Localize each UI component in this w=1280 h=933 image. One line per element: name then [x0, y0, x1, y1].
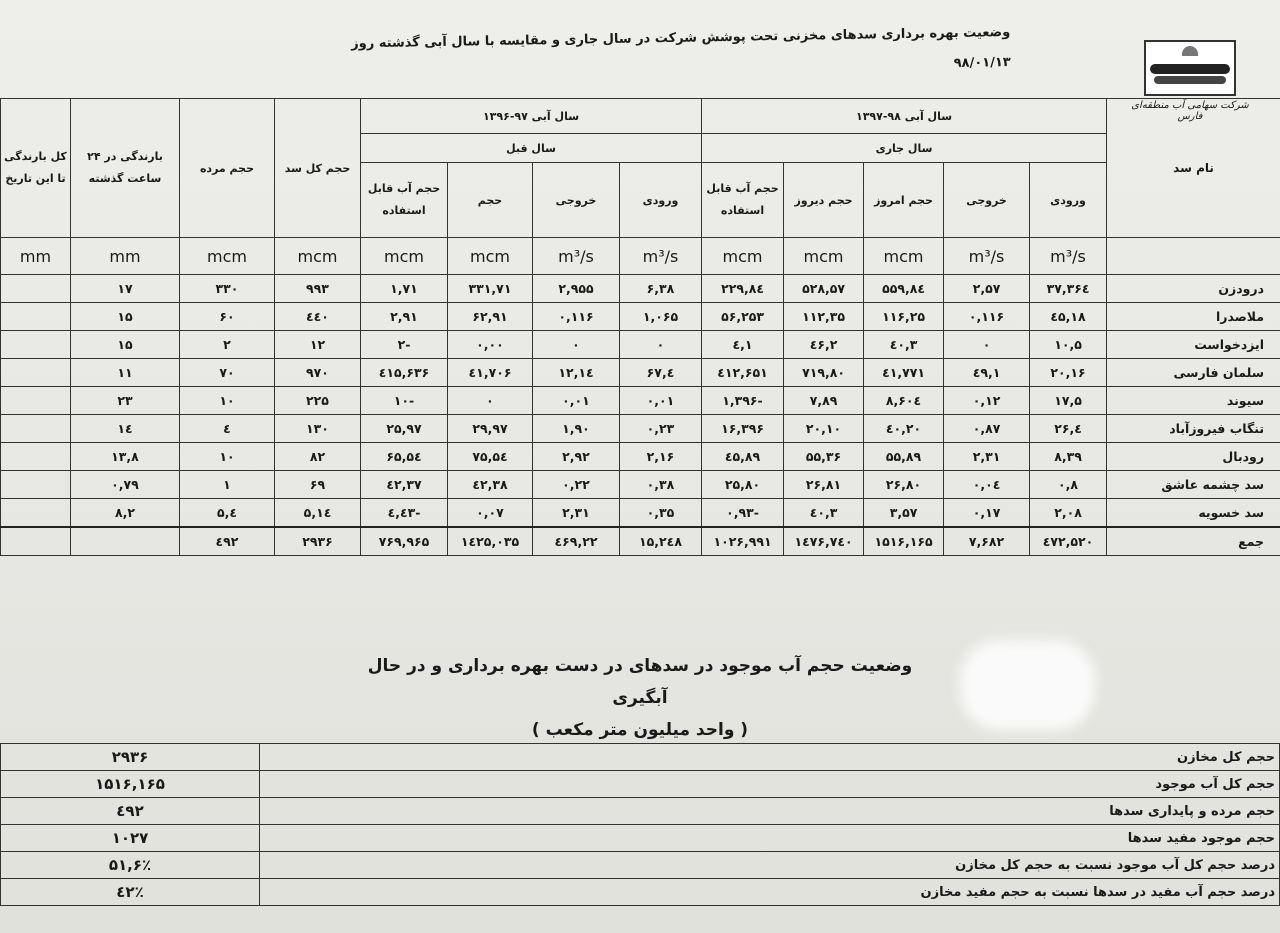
table-cell: ۱۵,۲٤۸ — [620, 527, 702, 556]
table-cell: ۲۰,٤۰ — [864, 415, 944, 443]
table-cell: ۶۵۱,٤۱۲ — [702, 359, 784, 387]
table-cell: ٤,۵ — [180, 499, 275, 528]
col-rain-24h: بارندگی در ۲۴ ساعت گذشته — [71, 99, 180, 238]
table-cell: ۱,۷۱ — [361, 275, 448, 303]
table-cell: ۲۹۳۶ — [275, 527, 361, 556]
table-cell — [1, 471, 71, 499]
unit-label: mcm — [864, 238, 944, 275]
dam-status-table — [0, 98, 1280, 556]
volume-summary-unit: ( واحد میلیون متر مکعب ) — [531, 720, 749, 740]
table-cell: ۳,۵۷ — [864, 499, 944, 528]
table-cell: ۸۲ — [275, 443, 361, 471]
unit-label: mcm — [702, 238, 784, 275]
table-cell: ۱۰ — [180, 443, 275, 471]
table-cell: ۰,۳۵ — [620, 499, 702, 528]
table-cell: ۲۵,۹۷ — [361, 415, 448, 443]
summary-value: ۱۵۱۶,۱۶۵ — [1, 771, 260, 798]
table-cell: ۰,۸ — [1030, 471, 1107, 499]
summary-row — [1, 825, 1280, 852]
table-cell: ۷۱۹,۸۰ — [784, 359, 864, 387]
table-cell: -٤,٤۳ — [361, 499, 448, 528]
table-cell: ۱۵۱۶,۱۶۵ — [864, 527, 944, 556]
summary-label: درصد حجم کل آب موجود نسبت به حجم کل مخازن — [260, 852, 1280, 879]
table-cell: ۱۶,۳۹۶ — [702, 415, 784, 443]
table-cell: ۲۲۹,۸٤ — [702, 275, 784, 303]
table-cell: ۲,۵۷ — [944, 275, 1030, 303]
table-cell: ۲,۳۱ — [944, 443, 1030, 471]
table-cell — [1, 331, 71, 359]
table-cell: ۱٤ — [71, 415, 180, 443]
table-cell: ۱۷,۵ — [1030, 387, 1107, 415]
table-row — [1, 471, 1280, 499]
table-cell: ۶۵,۵٤ — [361, 443, 448, 471]
table-cell: ۷,۶۸۲ — [944, 527, 1030, 556]
table-cell: ۰,۳۸ — [620, 471, 702, 499]
col-prev-usable: حجم آب قابل استفاده — [361, 163, 448, 238]
table-cell: ۰ — [944, 331, 1030, 359]
unit-label: mcm — [784, 238, 864, 275]
table-cell: ٤,۶۷ — [620, 359, 702, 387]
table-cell: ۰,۰٤ — [944, 471, 1030, 499]
table-cell: ۰ — [448, 387, 533, 415]
table-cell: ۱۷ — [71, 275, 180, 303]
table-cell: ۱۱۶,۲۵ — [864, 303, 944, 331]
dam-name-cell: سد خسویه — [1107, 499, 1280, 528]
table-cell: ۹۷۰ — [275, 359, 361, 387]
table-cell: ۲ — [180, 331, 275, 359]
table-cell: ۶۲,۹۱ — [448, 303, 533, 331]
table-row — [1, 359, 1280, 387]
table-cell: ۰,۰۷ — [448, 499, 533, 528]
summary-row — [1, 798, 1280, 825]
logo-icon — [1144, 40, 1236, 96]
table-cell — [71, 527, 180, 556]
table-cell: ۲۶,۸۱ — [784, 471, 864, 499]
table-cell: ۷۶۹,۹۶۵ — [361, 527, 448, 556]
total-label: جمع — [1107, 527, 1280, 556]
table-cell: ۱۵ — [71, 331, 180, 359]
volume-summary-heading — [340, 650, 940, 746]
table-row — [1, 443, 1280, 471]
unit-label: m³/s — [1030, 238, 1107, 275]
table-cell: ۶۰ — [180, 303, 275, 331]
table-cell: ۳۶٤,۳۷ — [1030, 275, 1107, 303]
table-cell: ٤۵,۸۹ — [702, 443, 784, 471]
table-cell: ٤۵,۱۸ — [1030, 303, 1107, 331]
table-cell: ۰,۲۳ — [620, 415, 702, 443]
table-cell: ۳۳۰ — [180, 275, 275, 303]
header-current-sub: سال جاری — [702, 134, 1107, 163]
unit-label: mcm — [180, 238, 275, 275]
table-cell: ۲,۱۶ — [620, 443, 702, 471]
col-volume-today: حجم امروز — [864, 163, 944, 238]
dam-name-cell: رودبال — [1107, 443, 1280, 471]
table-cell: ۱,٤۹ — [944, 359, 1030, 387]
unit-label: m³/s — [533, 238, 620, 275]
col-prev-inflow: ورودی — [620, 163, 702, 238]
col-outflow: خروجی — [944, 163, 1030, 238]
table-cell: ۰,۰۱ — [620, 387, 702, 415]
volume-summary-title: وضعیت حجم آب موجود در سدهای در دست بهره برداری و در حال آبگیری — [367, 656, 913, 708]
table-cell: ۱۵ — [71, 303, 180, 331]
table-cell: -۲ — [361, 331, 448, 359]
summary-label: حجم کل آب موجود — [260, 771, 1280, 798]
table-cell: ۱۲,۱٤ — [533, 359, 620, 387]
table-cell: ۱۳,۸ — [71, 443, 180, 471]
col-rain-total: کل بارندگی تا این تاریخ — [1, 99, 71, 238]
table-cell — [1, 443, 71, 471]
table-cell: ۲۳ — [71, 387, 180, 415]
summary-label: درصد حجم آب مفید در سدها نسبت به حجم مفید مخازن — [260, 879, 1280, 906]
table-row — [1, 387, 1280, 415]
header-previous-year: سال آبی ۹۷-۱۳۹۶ — [361, 99, 702, 134]
table-cell: ۱,٤ — [702, 331, 784, 359]
table-cell: ۲,۰۸ — [1030, 499, 1107, 528]
dam-name-cell: ملاصدرا — [1107, 303, 1280, 331]
table-cell: ۲,۹۵۵ — [533, 275, 620, 303]
table-cell: ۶,۳۸ — [620, 275, 702, 303]
table-cell: ٤۹۲ — [180, 527, 275, 556]
unit-label: mm — [71, 238, 180, 275]
table-cell: ۲۵,۸۰ — [702, 471, 784, 499]
total-row — [1, 527, 1280, 556]
unit-label: m³/s — [944, 238, 1030, 275]
table-row — [1, 415, 1280, 443]
volume-summary-table — [0, 743, 1280, 906]
table-cell: ۳۷,٤۲ — [361, 471, 448, 499]
table-cell: ۱ — [180, 471, 275, 499]
table-row — [1, 499, 1280, 528]
redacted-area — [960, 640, 1095, 730]
table-cell: ۰,۱۱۶ — [944, 303, 1030, 331]
table-cell: ۷۰ — [180, 359, 275, 387]
table-cell — [1, 275, 71, 303]
table-cell: ۲۹,۹۷ — [448, 415, 533, 443]
table-cell: ۱۳۰ — [275, 415, 361, 443]
dam-name-cell: درودزن — [1107, 275, 1280, 303]
summary-row — [1, 879, 1280, 906]
table-cell: ۱٤۷۶,۷٤۰ — [784, 527, 864, 556]
table-cell: ۵۵,۸۹ — [864, 443, 944, 471]
table-cell: ۱۰ — [180, 387, 275, 415]
summary-row — [1, 852, 1280, 879]
summary-label: حجم کل مخازن — [260, 744, 1280, 771]
table-row — [1, 275, 1280, 303]
table-cell: ۰ — [620, 331, 702, 359]
table-cell: ۹۹۳ — [275, 275, 361, 303]
summary-value: ۲۹۳۶ — [1, 744, 260, 771]
col-prev-outflow: خروجی — [533, 163, 620, 238]
table-cell: ۰,۰۰ — [448, 331, 533, 359]
table-cell: ۱۰۲۶,۹۹۱ — [702, 527, 784, 556]
table-cell: ۲۲۵ — [275, 387, 361, 415]
table-cell: -۰,۹۳ — [702, 499, 784, 528]
table-cell: ٤٤۰ — [275, 303, 361, 331]
table-cell: -۱,۳۹۶ — [702, 387, 784, 415]
table-cell: ۵۵,۳۶ — [784, 443, 864, 471]
table-cell: ۳,٤۰ — [784, 499, 864, 528]
table-cell: ۲۰,۱۶ — [1030, 359, 1107, 387]
table-cell: ۰,۸۷ — [944, 415, 1030, 443]
table-cell: ۰,۲۲ — [533, 471, 620, 499]
table-cell: ۰,۱۲ — [944, 387, 1030, 415]
logo-caption: شرکت سهامی آب منطقه‌ای فارس — [1131, 100, 1249, 122]
summary-label: حجم موجود مفید سدها — [260, 825, 1280, 852]
col-dam-name: نام سد — [1107, 99, 1280, 238]
summary-value: ٤۲٪ — [1, 879, 260, 906]
table-cell: ۲۲,٤۶۹ — [533, 527, 620, 556]
unit-label: mcm — [361, 238, 448, 275]
table-cell: ۱٤۲۵,۰۳۵ — [448, 527, 533, 556]
report-title — [290, 18, 1011, 91]
table-cell: ۲,۳۱ — [533, 499, 620, 528]
table-cell — [1, 527, 71, 556]
dam-name-cell: سد چشمه عاشق — [1107, 471, 1280, 499]
table-cell: -۱۰ — [361, 387, 448, 415]
table-cell: ۵۶,۲۵۳ — [702, 303, 784, 331]
summary-value: ٤۹۲ — [1, 798, 260, 825]
dam-name-cell: تنگاب فیروزآباد — [1107, 415, 1280, 443]
table-cell: ۰,۷۹ — [71, 471, 180, 499]
table-cell: ۱۱۲,۳۵ — [784, 303, 864, 331]
table-cell: ۱۱ — [71, 359, 180, 387]
table-cell: ۱٤,۵ — [275, 499, 361, 528]
table-cell — [1, 387, 71, 415]
col-total-volume: حجم کل سد — [275, 99, 361, 238]
table-cell: ۲۰,۱۰ — [784, 415, 864, 443]
col-volume-yesterday: حجم دیروز — [784, 163, 864, 238]
table-cell: ۷۷۱,٤۱ — [864, 359, 944, 387]
table-cell: ۱۰,۵ — [1030, 331, 1107, 359]
report-title-date: وضعیت بهره برداری سدهای مخزنی تحت پوشش شرکت در سال جاری و مقایسه با سال آبی گذشته روز ۹۸/۰۱/۱۳ — [351, 24, 1011, 71]
table-cell: ۸,۲ — [71, 499, 180, 528]
dam-name-cell: سیوند — [1107, 387, 1280, 415]
table-cell: ۲,٤۶ — [784, 331, 864, 359]
table-cell: ٤۷۲,۵۲۰ — [1030, 527, 1107, 556]
table-cell: ۰,۰۱ — [533, 387, 620, 415]
unit-label: mcm — [275, 238, 361, 275]
table-cell: ۳۳۱,۷۱ — [448, 275, 533, 303]
unit-label: mm — [1, 238, 71, 275]
table-cell: ٤ — [180, 415, 275, 443]
table-cell: ۱,۹۰ — [533, 415, 620, 443]
table-cell: ۳,٤۰ — [864, 331, 944, 359]
table-row — [1, 303, 1280, 331]
col-inflow: ورودی — [1030, 163, 1107, 238]
table-cell: ۳۸,٤۲ — [448, 471, 533, 499]
table-cell: ٤,۲۶ — [1030, 415, 1107, 443]
table-cell: ۲,۹۱ — [361, 303, 448, 331]
header-previous-sub: سال قبل — [361, 134, 702, 163]
table-cell — [1, 359, 71, 387]
table-cell: ۷۵,۵٤ — [448, 443, 533, 471]
table-cell: ۲,۹۲ — [533, 443, 620, 471]
table-cell: ۰ — [533, 331, 620, 359]
dam-name-cell: سلمان فارسی — [1107, 359, 1280, 387]
table-cell: ۶۳۶,٤۱۵ — [361, 359, 448, 387]
table-cell: ۵۲۸,۵۷ — [784, 275, 864, 303]
table-cell: ۶۹ — [275, 471, 361, 499]
col-usable-volume: حجم آب قابل استفاده — [702, 163, 784, 238]
unit-blank — [1107, 238, 1280, 275]
table-row — [1, 331, 1280, 359]
table-cell: ۸,۳۹ — [1030, 443, 1107, 471]
summary-row — [1, 771, 1280, 798]
col-prev-volume: حجم — [448, 163, 533, 238]
table-cell: ۷,۸۹ — [784, 387, 864, 415]
table-cell: ۷۰۶,٤۱ — [448, 359, 533, 387]
table-cell — [1, 499, 71, 528]
table-cell: ۲۶,۸۰ — [864, 471, 944, 499]
col-dead-volume: حجم مرده — [180, 99, 275, 238]
table-cell: ۱,۰۶۵ — [620, 303, 702, 331]
table-cell — [1, 415, 71, 443]
table-cell: ۰,۱۷ — [944, 499, 1030, 528]
unit-label: m³/s — [620, 238, 702, 275]
table-cell: ۱۲ — [275, 331, 361, 359]
table-cell: ۸,۶۰٤ — [864, 387, 944, 415]
table-cell — [1, 303, 71, 331]
dam-name-cell: ایزدخواست — [1107, 331, 1280, 359]
table-cell: ۰,۱۱۶ — [533, 303, 620, 331]
summary-value: ۱۰۲۷ — [1, 825, 260, 852]
summary-value: ۵۱,۶٪ — [1, 852, 260, 879]
unit-label: mcm — [448, 238, 533, 275]
summary-row — [1, 744, 1280, 771]
header-current-year: سال آبی ۹۸-۱۳۹۷ — [702, 99, 1107, 134]
table-cell: ۵۵۹,۸٤ — [864, 275, 944, 303]
summary-label: حجم مرده و پایداری سدها — [260, 798, 1280, 825]
